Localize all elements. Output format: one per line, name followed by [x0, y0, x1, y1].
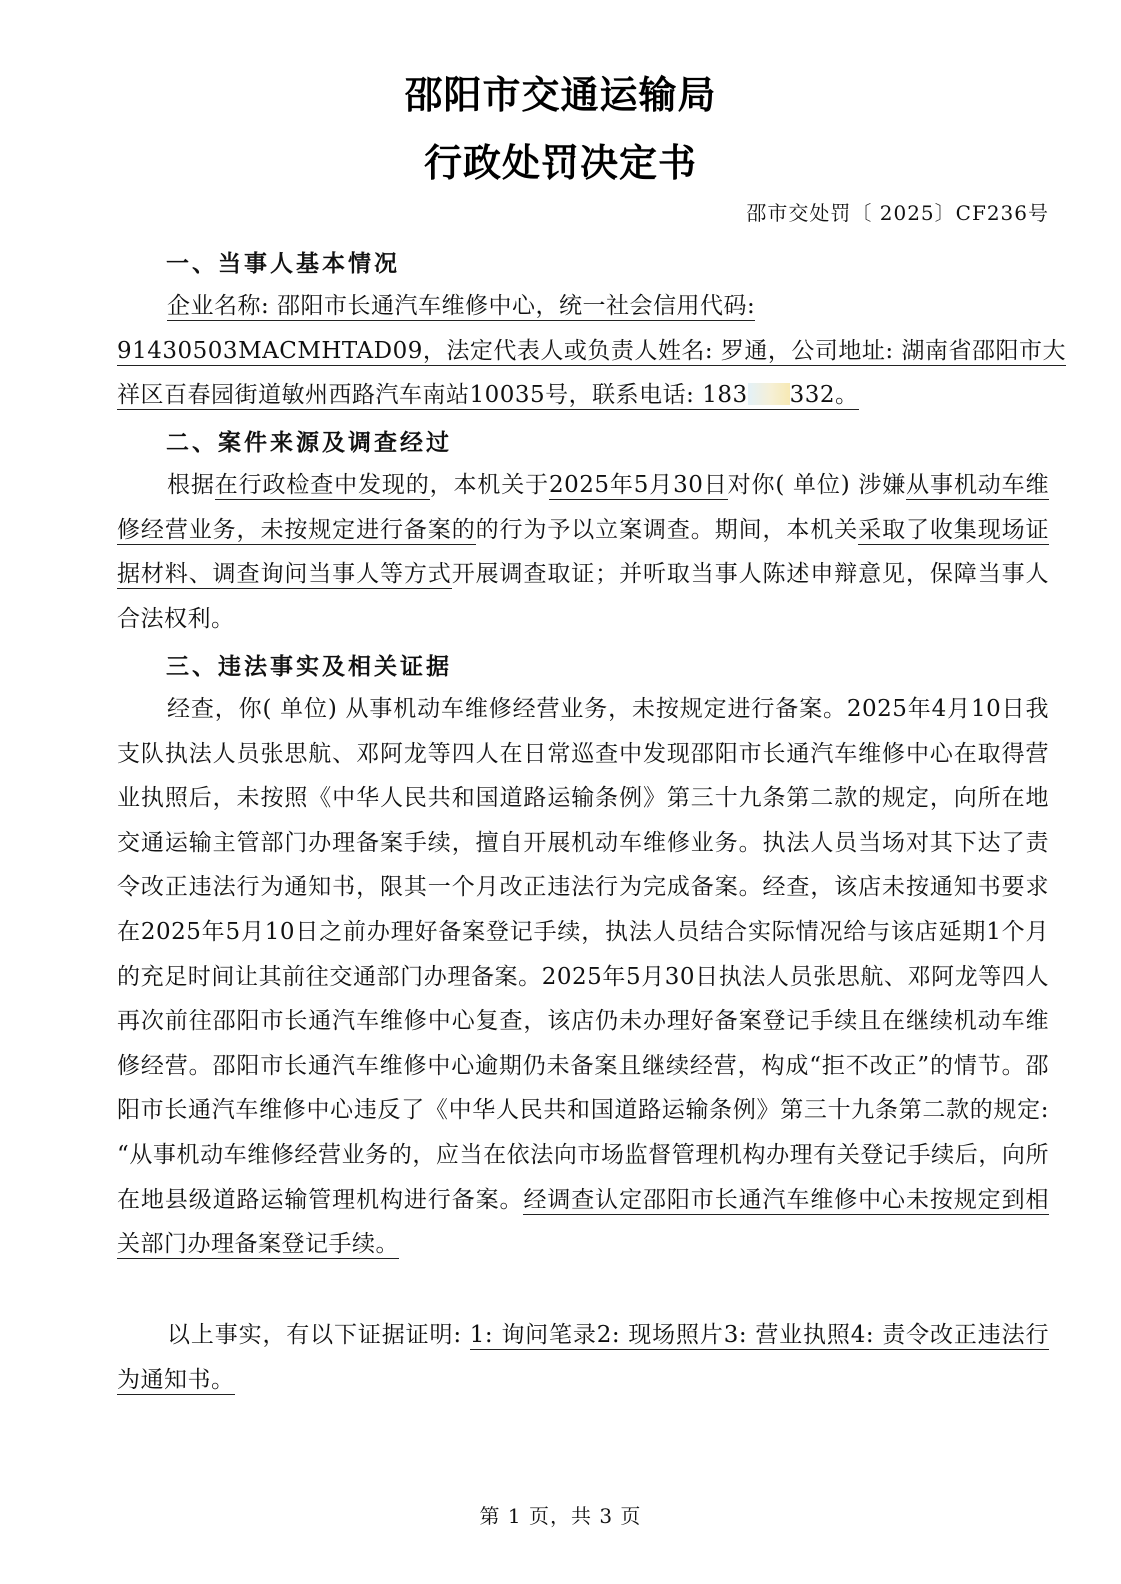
- document-number: 邵市交处罚〔 2025〕CF236号: [746, 201, 1049, 225]
- case-source-text: ，本机关于: [429, 472, 549, 498]
- case-filing-date: 2025年5月30日: [548, 472, 728, 498]
- party-info-line1: 企业名称: 邵阳市长通汽车维修中心，统一社会信用代码:: [167, 293, 756, 319]
- case-source-paragraph: [117, 463, 1049, 641]
- evidence-paragraph: [117, 1313, 1049, 1402]
- section1-heading: 一、当事人基本情况: [166, 251, 400, 277]
- page-indicator: 第 1 页，共 3 页: [479, 1504, 642, 1528]
- investigation-conclusion: 经调查认定邵阳市长通汽车维修中心未按规定到相关部门办理备案登记手续。: [117, 1186, 1050, 1258]
- issuing-authority-title: 邵阳市交通运输局: [404, 73, 717, 117]
- case-source-method: 在行政检查中发现的: [214, 472, 430, 498]
- document-type-title: 行政处罚决定书: [423, 141, 697, 185]
- party-info-line2: 91430503MACMHTAD09，法定代表人或负责人姓名: 罗通，公司地址: 湖南省邵阳市大: [117, 337, 1066, 364]
- violation-facts-paragraph: [117, 687, 1049, 1267]
- violation-facts-text: 经查，你( 单位) 从事机动车维修经营业务，未按规定进行备案。2025年4月10日我支队执法人员张思航、邓阿龙等四人在日常巡查中发现邵阳市长通汽车维修中心在取得营业执照后，未按照《中华人民共和国道路运输条例》第三十九条第二款的规定，向所在地交通运输主管部门办理备案手续，擅自开展机动车维修业务。执法人员当场对其下达了责令改正违法行为通知书，限其一个月改正违法行为完成备案。经查，该店未按通知书要求在2025年5月10日之前办理好备案登记手续，执法人员结合实际情况给与该店延期1个月的充足时间让其前往交通部门办理备案。2025年5月30日执法人员张思航、邓阿龙等四人再次前往邵阳市长通汽车维修中心复查，该店仍未办理好备案登记手续且在继续机动车维修经营。邵阳市长通汽车维修中心逾期仍未备案且继续经营，构成“拒不改正”的情节。邵阳市长通汽车维修中心违反了《中华人民共和国道路运输条例》第三十九条第二款的规定: “从事机动车维修经营业务的，应当在依法向市场监督管理机构办理有关登记手续后，向所在地县级道路运输管理机构进行备案。: [117, 696, 1049, 1213]
- redaction-mask: [748, 383, 790, 405]
- case-source-text: 对你( 单位) 涉嫌: [727, 472, 907, 498]
- party-phone-tail: 332。: [789, 382, 859, 409]
- party-info: [117, 284, 1066, 418]
- case-source-text: 开展调查取证；并听取当事人陈述申辩意见，保障当事人合法权利。: [117, 561, 1050, 632]
- section3-heading: 三、违法事实及相关证据: [166, 654, 452, 680]
- suspected-violation: 从事机动车维修经营业务，未按规定进行备案的: [117, 472, 1050, 543]
- evidence-prefix: 以上事实，有以下证据证明:: [167, 1322, 470, 1348]
- case-source-text: 的行为予以立案调查。期间，本机关: [475, 516, 859, 543]
- section2-heading: 二、案件来源及调查经过: [166, 430, 452, 456]
- case-source-text: 根据: [167, 472, 215, 498]
- party-info-line3: 祥区百春园街道敏州西路汽车南站10035号，联系电话: 183: [117, 382, 748, 409]
- evidence-list: 1: 询问笔录2: 现场照片3: 营业执照4: 责令改正违法行为通知书。: [117, 1322, 1049, 1393]
- investigation-measures: 采取了收集现场证据材料、调查询问当事人等方式: [117, 516, 1050, 588]
